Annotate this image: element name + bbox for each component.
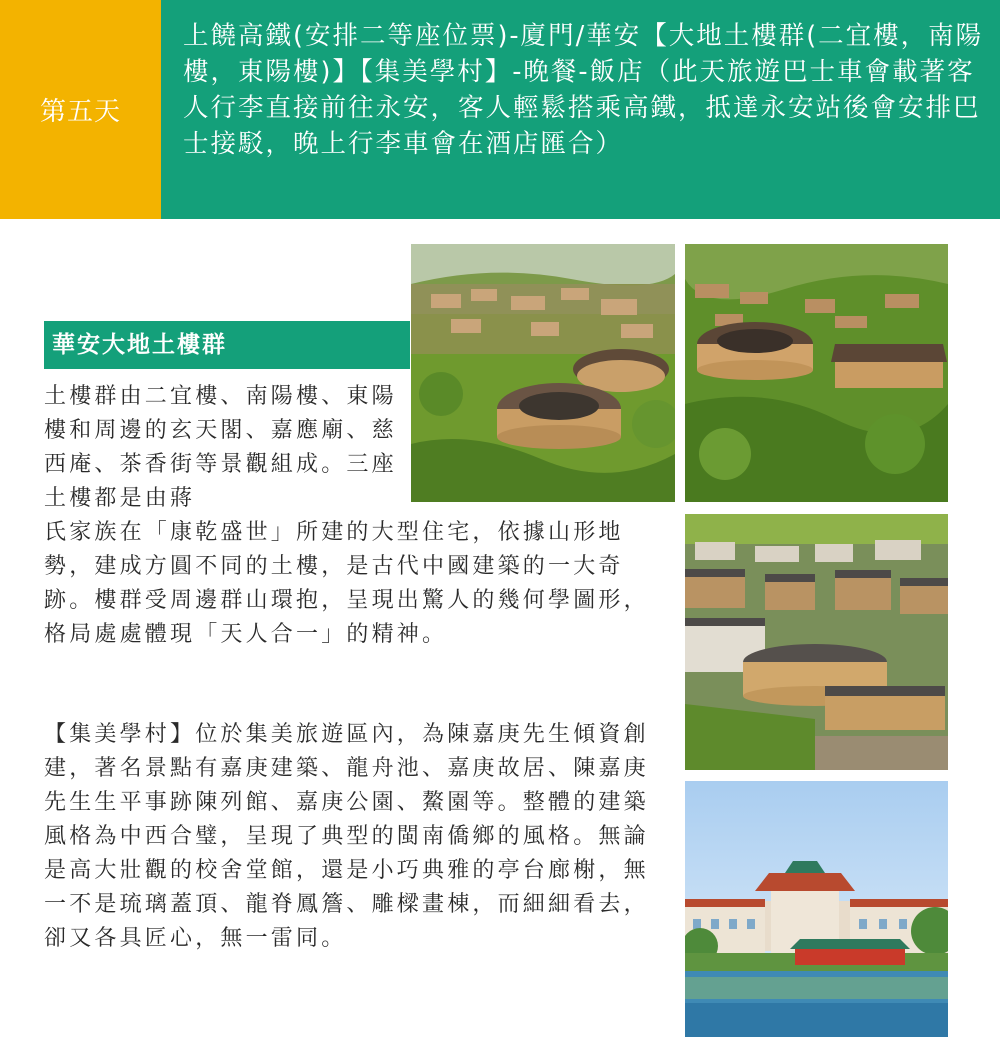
section-title: 華安大地土樓群 <box>44 321 410 369</box>
day-header <box>0 0 1000 219</box>
tulou-photo-1 <box>411 244 675 502</box>
day-label: 第五天 <box>0 0 161 219</box>
jimei-photo <box>685 781 948 1037</box>
tulou-description-part2: 氏家族在「康乾盛世」所建的大型住宅，依據山形地勢，建成方圓不同的土樓，是古代中國建築的一大奇跡。樓群受周邊群山環抱，呈現出驚人的幾何學圖形，格局處處體現「天人合一」的精神。 <box>44 520 649 647</box>
jimei-description: 【集美學村】位於集美旅遊區內，為陳嘉庚先生傾資創建，著名景點有嘉庚建築、龍舟池、嘉庚故居、陳嘉庚先生生平事跡陳列館、嘉庚公園、鰲園等。整體的建築風格為中西合璧，呈現了典型的閩南僑鄉的風格。無論是高大壯觀的校舍堂館，還是小巧典雅的亭台廊榭，無一不是琉璃蓋頂、龍脊鳳簷、雕樑畫棟，而細細看去，卻又各具匠心，無一雷同。 <box>44 722 649 951</box>
day-itinerary-title: 上饒高鐵(安排二等座位票)-廈門/華安【大地土樓群(二宜樓，南陽樓，東陽樓)】【集美學村】-晚餐-飯店（此天旅遊巴士車會載著客人行李直接前往永安，客人輕鬆搭乘高鐵，抵達永安站後會安排巴士接駁，晚上行李車會在酒店匯合） <box>161 0 1000 219</box>
tulou-photo-2 <box>685 244 948 502</box>
tulou-village-photo <box>685 514 948 770</box>
tulou-description-part1: 土樓群由二宜樓、南陽樓、東陽樓和周邊的玄天閣、嘉應廟、慈西庵、茶香街等景觀組成。三座土樓都是由蔣 <box>44 384 397 511</box>
